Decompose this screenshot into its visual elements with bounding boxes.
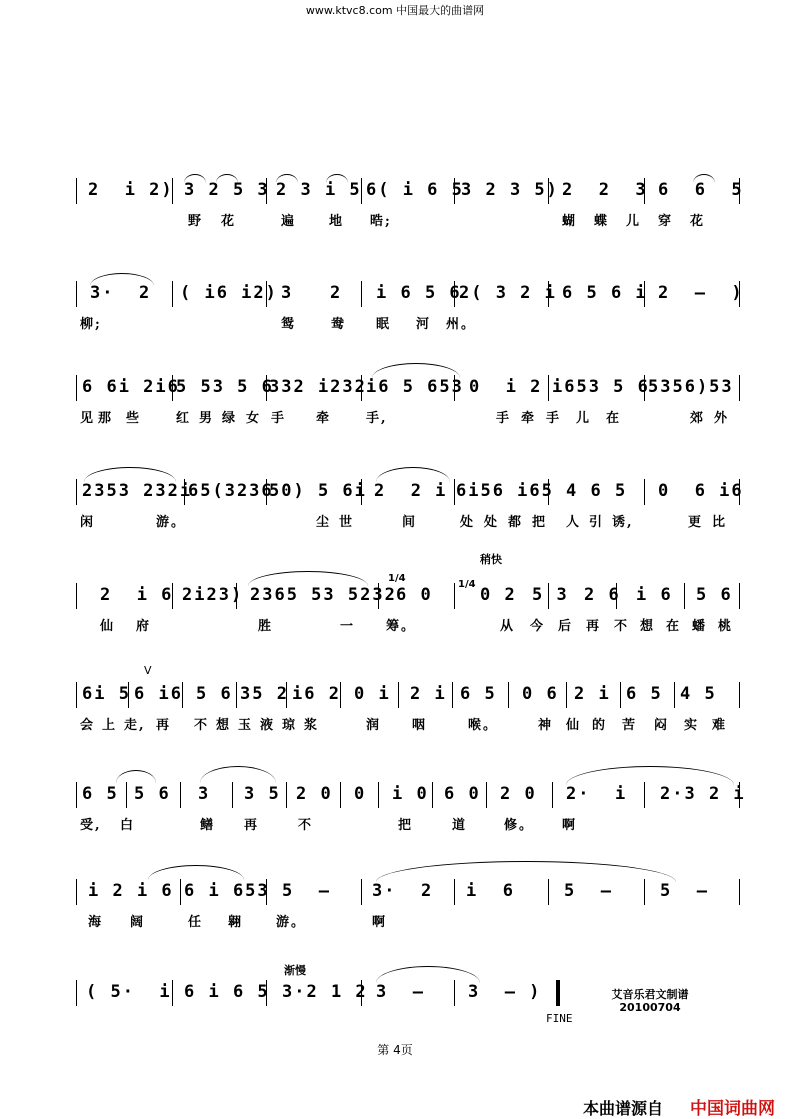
lyric: 会 (80, 718, 96, 733)
lyric: 处 (460, 515, 476, 530)
measure-notes: i 6 (636, 585, 673, 605)
measure-notes: 5 6 (196, 684, 233, 704)
lyric: 修。 (504, 818, 535, 833)
lyric: 想 (216, 718, 232, 733)
lyric: 难 (712, 718, 728, 733)
measure-notes: i6 5 653 (366, 377, 464, 397)
measure-notes: 2 i (574, 684, 611, 704)
lyric: 花 (690, 214, 706, 229)
measure-notes: 2 i 6 (100, 585, 174, 605)
lyric: 牵 (316, 411, 332, 426)
lyric: 再 (244, 818, 260, 833)
measure-notes: 4 6 5 (566, 481, 628, 501)
lyric: 液 (260, 718, 276, 733)
measure-notes: 0 i 2 (469, 377, 543, 397)
lyric: 后 (558, 619, 574, 634)
lyric: 琼 (282, 718, 298, 733)
lyric: 诱, (612, 515, 634, 530)
time-signature: 1/4 (458, 579, 476, 590)
time-signature: 1/4 (388, 573, 406, 584)
source-label: 本曲谱源自 (583, 1099, 664, 1118)
lyric: 穿 (658, 214, 674, 229)
measure-notes: 5 6 (134, 784, 171, 804)
measure-notes: 2·3 2 i (660, 784, 746, 804)
measure-notes: 2 i (410, 684, 447, 704)
breath-mark: V (144, 664, 152, 677)
lyric: 海 (88, 915, 104, 930)
measure-notes: ( 5· i (86, 982, 172, 1002)
page-number: 第 4页 (377, 1043, 413, 1057)
lyric: 间 (402, 515, 418, 530)
lyric: 仙 (566, 718, 582, 733)
measure-notes: 3· 2 (90, 283, 152, 303)
measure-notes: 3 (198, 784, 211, 804)
lyric: 鳝 (200, 818, 216, 833)
lyric: 受, (80, 818, 102, 833)
measure-notes: 5 6 (696, 585, 733, 605)
lyric: 手 (546, 411, 562, 426)
lyric: 蝶 (594, 214, 610, 229)
lyric: 鸯 (331, 317, 347, 332)
staff-row-3 (76, 373, 740, 426)
staff-row-4 (76, 477, 744, 530)
measure-notes: 2 0 (296, 784, 333, 804)
credit-name: 艾音乐君文制谱 (611, 988, 689, 1001)
lyric: 蟠 (692, 619, 708, 634)
lyric: 今 (530, 619, 546, 634)
measure-notes: 6 5 6 i (562, 283, 648, 303)
lyric: 喉。 (468, 718, 499, 733)
lyric: 实 (684, 718, 700, 733)
lyric: 浆 (304, 718, 320, 733)
lyric: 花 (221, 214, 237, 229)
lyric: 走, (124, 718, 146, 733)
staff-row-8 (76, 877, 740, 930)
measure-notes: 0 i (354, 684, 391, 704)
lyric: 牵 (521, 411, 537, 426)
measure-notes: 0 (354, 784, 367, 804)
measure-notes: ( i6 i2) (180, 283, 278, 303)
tempo-marking: 稍快 (480, 553, 502, 566)
lyric: 些 (126, 411, 142, 426)
lyric: 把 (398, 818, 414, 833)
lyric: 任 (188, 915, 204, 930)
measure-notes: 2( 3 2 i (459, 283, 557, 303)
measure-notes: 6( i 6 5 (366, 180, 464, 200)
credit-date: 20100704 (619, 1001, 681, 1014)
measure-notes: 3·2 1 2 (282, 982, 368, 1002)
measure-notes: 2i23) (182, 585, 244, 605)
measure-notes: 6i 5 (82, 684, 131, 704)
lyric: 手 (271, 411, 287, 426)
lyric: 手, (366, 411, 388, 426)
lyric: 红 (176, 411, 192, 426)
measure-notes: i 6 (466, 881, 515, 901)
measure-notes: 3 2 3 5) (461, 180, 559, 200)
lyric: 不 (614, 619, 630, 634)
measure-notes: 3 — (376, 982, 425, 1002)
measure-notes: i 6 5 6 (376, 283, 462, 303)
lyric: 再 (156, 718, 172, 733)
measure-notes: 2 — ) (658, 283, 744, 303)
measure-notes: 2 i 2) (88, 180, 174, 200)
measure-notes: 2 3 i 5 (276, 180, 362, 200)
lyric: 阔 (130, 915, 146, 930)
lyric: 见 (80, 411, 96, 426)
lyric: 一 (340, 619, 356, 634)
lyric: 外 (714, 411, 730, 426)
lyric: 女 (246, 411, 262, 426)
fine-mark: FINE (546, 1012, 573, 1025)
lyric: 都 (508, 515, 524, 530)
lyric: 仙 (100, 619, 116, 634)
lyric: 河 (416, 317, 432, 332)
source-brand[interactable]: 中国词曲网 (690, 1099, 775, 1119)
lyric: 苦 (622, 718, 638, 733)
lyric: 道 (452, 818, 468, 833)
lyric: 润 (366, 718, 382, 733)
lyric: 把 (532, 515, 548, 530)
lyric: 筹。 (386, 619, 417, 634)
lyric: 想 (640, 619, 656, 634)
arranger-credit (590, 988, 710, 1014)
staff-row-7 (76, 780, 746, 833)
measure-notes: 65(3236 (188, 481, 274, 501)
measure-notes: 4 5 (680, 684, 717, 704)
measure-notes: 6i56 i65 (456, 481, 554, 501)
lyric: 柳; (80, 317, 102, 332)
lyric: 引 (589, 515, 605, 530)
lyric: 遍 (281, 214, 297, 229)
measure-notes: 2353 232i (82, 481, 193, 501)
lyric: 不 (194, 718, 210, 733)
lyric: 郊 (690, 411, 706, 426)
measure-notes: 6 6i 2i6 (82, 377, 180, 397)
measure-notes: 35 2 (240, 684, 289, 704)
measure-notes: 3 — ) (468, 982, 542, 1002)
measure-notes: 2 6 (584, 585, 621, 605)
measure-notes: 5 53 5 6 (176, 377, 274, 397)
measure-notes: 50) 5 6i (269, 481, 367, 501)
measure-notes: 2365 53 5232 (250, 585, 397, 605)
measure-notes: 3 2 (281, 283, 343, 303)
lyric: 游。 (276, 915, 307, 930)
staff-row-2 (76, 279, 744, 332)
measure-notes: 6 5 (626, 684, 663, 704)
lyric: 游。 (156, 515, 187, 530)
lyric: 鸳 (281, 317, 297, 332)
lyric: 白 (120, 818, 136, 833)
lyric: 世 (339, 515, 355, 530)
lyric: 的 (592, 718, 608, 733)
measure-notes: 6 i 6 5 (184, 982, 270, 1002)
lyric: 处 (484, 515, 500, 530)
measure-notes: 2 2 3 (562, 180, 648, 200)
measure-notes: i6 2 (292, 684, 341, 704)
measure-notes: 6 5 (82, 784, 119, 804)
lyric: 人 (566, 515, 582, 530)
measure-notes: 3 2 5 3 (184, 180, 270, 200)
measure-notes: 5 — (564, 881, 613, 901)
lyric: 儿 (576, 411, 592, 426)
lyric: 手 (496, 411, 512, 426)
measure-notes: i653 5 6 (552, 377, 650, 397)
lyric: 胜 (258, 619, 274, 634)
lyric: 玉 (238, 718, 254, 733)
lyric: 从 (500, 619, 516, 634)
lyric: 儿 (626, 214, 642, 229)
lyric: 再 (586, 619, 602, 634)
measure-notes: 5 — (660, 881, 709, 901)
lyric: 不 (298, 818, 314, 833)
lyric: 桃 (718, 619, 734, 634)
measure-notes: 0 2 (480, 585, 517, 605)
lyric: 州。 (446, 317, 477, 332)
lyric: 神 (538, 718, 554, 733)
lyric: 府 (136, 619, 152, 634)
lyric: 那 (98, 411, 114, 426)
lyric: 晧; (370, 214, 392, 229)
lyric: 咽 (412, 718, 428, 733)
lyric: 上 (102, 718, 118, 733)
measure-notes: 6 i 653 (184, 881, 270, 901)
lyric: 比 (712, 515, 728, 530)
measure-notes: 0 6 (522, 684, 559, 704)
lyric: 绿 (222, 411, 238, 426)
measure-notes: 332 i232 (269, 377, 367, 397)
measure-notes: 5 — (282, 881, 331, 901)
lyric: 更 (688, 515, 704, 530)
lyric: 啊 (562, 818, 578, 833)
site-header: www.ktvc8.com 中国最大的曲谱网 (305, 4, 485, 17)
measure-notes: 5 3 (532, 585, 569, 605)
lyric: 野 (188, 214, 204, 229)
lyric: 闲 (80, 515, 96, 530)
staff-row-6 (76, 664, 740, 733)
lyric: 闷 (654, 718, 670, 733)
lyric: 地 (329, 214, 345, 229)
lyric: 眠 (376, 317, 392, 332)
measure-notes: 3 5 (244, 784, 281, 804)
measure-notes: 6 5 (460, 684, 497, 704)
measure-notes: 2 2 i (374, 481, 448, 501)
measure-notes: 0 6 i6 (658, 481, 744, 501)
measure-notes: 5356)53 (648, 377, 734, 397)
measure-notes: 6 0 (396, 585, 433, 605)
staff-row-5 (76, 553, 740, 634)
staff-row-1 (76, 176, 744, 229)
lyric: 尘 (316, 515, 332, 530)
measure-notes: 6 6 5 (658, 180, 744, 200)
lyric: 在 (606, 411, 622, 426)
measure-notes: i 0 (392, 784, 429, 804)
measure-notes: 3· 2 (372, 881, 434, 901)
lyric: 蝴 (562, 214, 578, 229)
measure-notes: 2· i (566, 784, 628, 804)
lyric: 翱 (228, 915, 244, 930)
measure-notes: 6 i6 (134, 684, 183, 704)
lyric: 在 (666, 619, 682, 634)
tempo-marking: 渐慢 (284, 964, 306, 977)
measure-notes: i 2 i 6 (88, 881, 174, 901)
lyric: 啊 (372, 915, 388, 930)
lyric: 男 (199, 411, 215, 426)
measure-notes: 6 0 (444, 784, 481, 804)
measure-notes: 2 0 (500, 784, 537, 804)
